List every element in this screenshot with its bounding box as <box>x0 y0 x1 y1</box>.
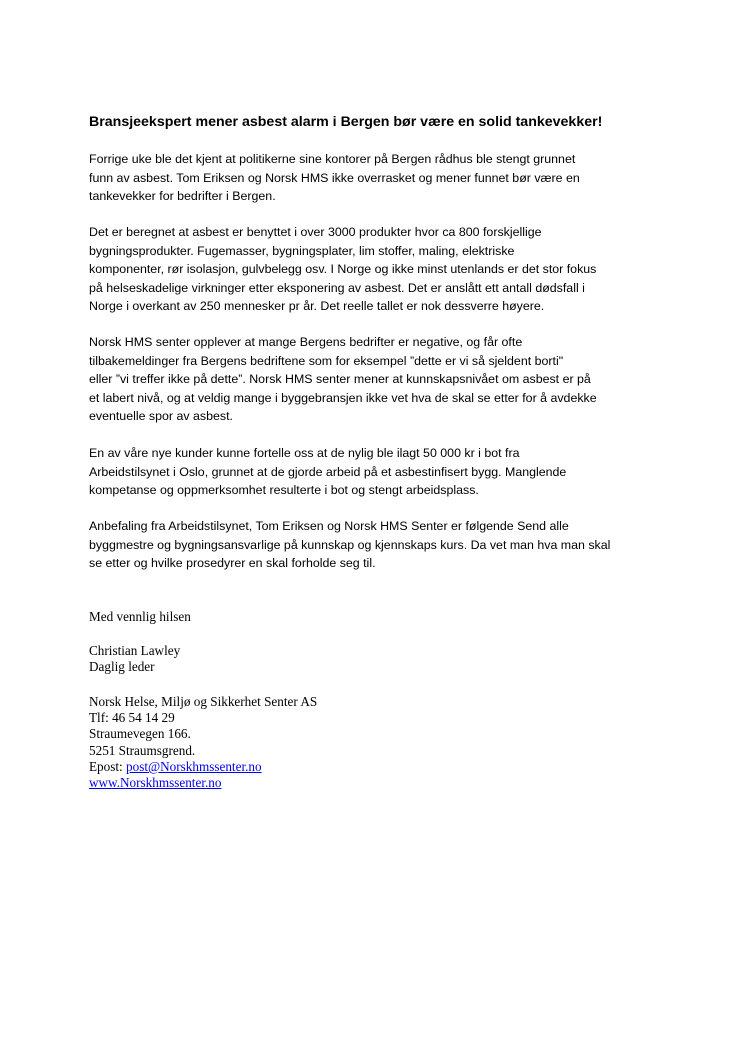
website-line <box>89 775 589 791</box>
paragraph-line: Anbefaling fra Arbeidstilsynet, Tom Eriksen og Norsk HMS Senter er følgende Send alle <box>89 519 569 533</box>
phone-number: Tlf: 46 54 14 29 <box>89 710 175 726</box>
paragraph-line: se etter og hvilke prosedyrer en skal forholde seg til. <box>89 556 376 571</box>
website-link[interactable]: www.Norskhmssenter.no <box>89 775 222 791</box>
email-link[interactable]: post@Norskhmssenter.no <box>126 758 262 774</box>
signature-greeting <box>89 609 589 625</box>
signature-person <box>89 643 589 675</box>
paragraph-4 <box>89 444 729 500</box>
paragraph-3 <box>89 333 729 426</box>
paragraph-line: komponenter, rør isolasjon, gulvbelegg osv. I Norge og ikke minst utenlands er det stor fokus <box>89 262 597 277</box>
paragraph-line: funn av asbest. Tom Eriksen og Norsk HMS ikke overrasket og mener funnet bør være en <box>89 170 580 185</box>
signer-name: Christian Lawley <box>89 643 181 658</box>
signer-role: Daglig leder <box>89 659 155 675</box>
paragraph-line: på helseskadelige virkninger etter eksponering av asbest. Det er anslått ett antall dødsfall i <box>89 280 585 295</box>
paragraph-line: eventuelle spor av asbest. <box>89 409 233 424</box>
email-label: Epost: <box>89 758 126 774</box>
paragraph-line: Norsk HMS senter opplever at mange Bergens bedrifter er negative, og får ofte <box>89 335 523 349</box>
paragraph-line: tankevekker for bedrifter i Bergen. <box>89 189 276 204</box>
street-address: Straumevegen 166. <box>89 726 191 742</box>
greeting-text: Med vennlig hilsen <box>89 609 191 624</box>
paragraph-line: byggmestre og bygningsansvarlige på kunnskap og kjennskaps kurs. Da vet man hva man skal <box>89 537 611 552</box>
paragraph-line: et labert nivå, og at veldig mange i byggebransjen ikke vet hva de skal se etter for å avdekke <box>89 390 597 405</box>
paragraph-line: Arbeidstilsynet i Oslo, grunnet at de gjorde arbeid på et asbestinfisert bygg. Manglende <box>89 464 567 479</box>
paragraph-line: Det er beregnet at asbest er benyttet i over 3000 produkter hvor ca 800 forskjellige <box>89 225 542 239</box>
company-name: Norsk Helse, Miljø og Sikkerhet Senter AS <box>89 694 318 709</box>
document-title: Bransjeekspert mener asbest alarm i Bergen bør være en solid tankevekker! <box>89 114 603 130</box>
paragraph-1 <box>89 150 729 206</box>
email-line <box>89 759 589 775</box>
paragraph-line: En av våre nye kunder kunne fortelle oss at de nylig ble ilagt 50 000 kr i bot fra <box>89 446 520 460</box>
paragraph-line: kompetanse og oppmerksomhet resulterte i bot og stengt arbeidsplass. <box>89 483 479 498</box>
paragraph-line: Forrige uke ble det kjent at politikerne sine kontorer på Bergen rådhus ble stengt grunnet <box>89 152 576 166</box>
signature-contact <box>89 694 589 791</box>
paragraph-line: Norge i overkant av 250 mennesker pr år. Det reelle tallet er nok dessverre høyere. <box>89 299 545 314</box>
paragraph-line: bygningsprodukter. Fugemasser, bygningsplater, lim stoffer, maling, elektriske <box>89 243 515 258</box>
paragraph-line: tilbakemeldinger fra Bergens bedriftene som for eksempel ”dette er vi så sjeldent borti" <box>89 353 564 368</box>
paragraph-2 <box>89 223 729 316</box>
postal-address: 5251 Straumsgrend. <box>89 742 196 758</box>
paragraph-5 <box>89 517 729 573</box>
paragraph-line: eller ”vi treffer ikke på dette”. Norsk HMS senter mener at kunnskapsnivået om asbest er på <box>89 372 591 387</box>
